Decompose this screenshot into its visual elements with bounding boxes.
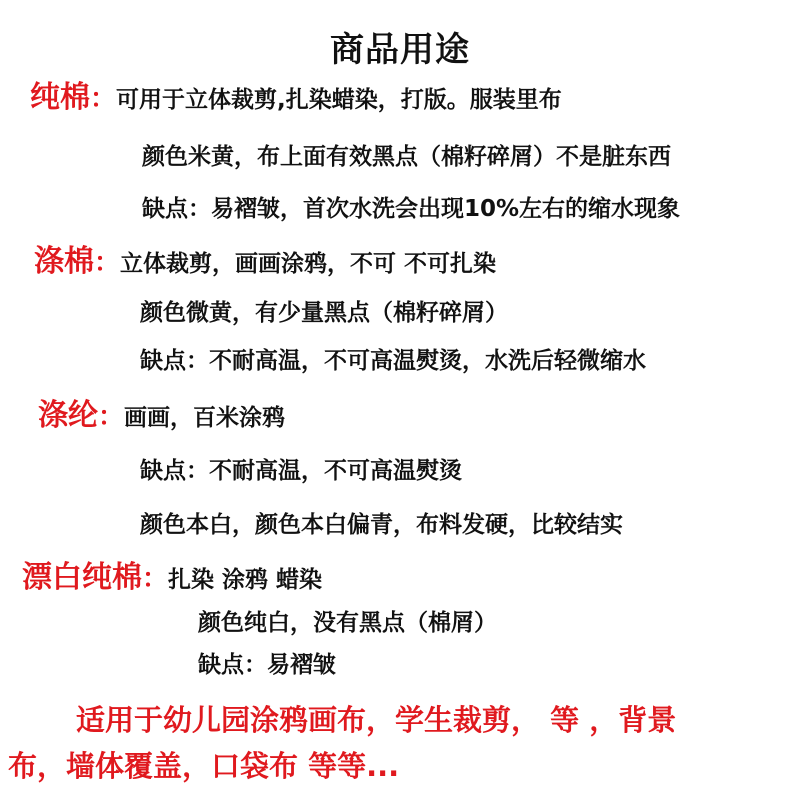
section-bleached-cotton-row-2 — [198, 606, 497, 639]
section-polycotton-row-1 — [34, 246, 496, 280]
section-polyester-line-3: 颜色本白，颜色本白偏青，布料发硬，比较结实 — [140, 512, 623, 538]
page-title: 商品用途 — [330, 30, 470, 70]
section-bleached-cotton-line-2: 颜色纯白，没有黑点（棉屑） — [198, 610, 497, 636]
section-polyester-row-2 — [140, 454, 462, 487]
section-polycotton-row-2 — [140, 296, 508, 329]
section-polycotton-row-3 — [140, 344, 646, 377]
section-polycotton-line-1: 立体裁剪，画画涂鸦，不可 不可扎染 — [120, 251, 497, 277]
section-polyester-row-3 — [140, 508, 623, 541]
section-bleached-cotton-row-1 — [22, 562, 322, 596]
section-cotton-row-1 — [30, 82, 562, 116]
section-polyester-heading: 涤纶 — [38, 398, 98, 433]
section-polyester-line-2: 缺点：不耐高温，不可高温熨烫 — [140, 458, 462, 484]
section-bleached-cotton-heading: 漂白纯棉 — [22, 560, 142, 595]
section-polyester-line-1: 画画，百米涂鸦 — [124, 405, 286, 431]
section-polycotton-heading: 涤棉 — [34, 244, 94, 279]
footer-line-1: 适用于幼儿园涂鸦画布，学生裁剪， 等 ，背景 — [76, 703, 677, 737]
section-polycotton-line-2: 颜色微黄，有少量黑点（棉籽碎屑） — [140, 300, 508, 326]
section-polycotton-colon: ： — [94, 248, 121, 278]
section-cotton-line-1: 可用于立体裁剪,扎染蜡染，打版。服装里布 — [116, 87, 562, 113]
section-cotton-colon: ： — [90, 84, 117, 114]
section-bleached-cotton-row-3 — [198, 648, 336, 681]
section-cotton-line-3: 缺点：易褶皱，首次水洗会出现10%左右的缩水现象 — [142, 196, 681, 222]
footer-line-2: 布，墙体覆盖，口袋布 等等... — [8, 749, 400, 783]
section-cotton-line-2: 颜色米黄，布上面有效黑点（棉籽碎屑）不是脏东西 — [142, 144, 671, 170]
section-cotton-heading: 纯棉 — [30, 80, 90, 115]
section-polyester-row-1 — [38, 400, 285, 434]
section-bleached-cotton-line-3: 缺点：易褶皱 — [198, 652, 336, 678]
section-cotton-row-3 — [142, 192, 680, 225]
section-bleached-cotton-colon: ： — [142, 564, 169, 594]
section-polycotton-line-3: 缺点：不耐高温，不可高温熨烫，水洗后轻微缩水 — [140, 348, 646, 374]
section-cotton-row-2 — [142, 140, 671, 173]
section-bleached-cotton-line-1: 扎染 涂鸦 蜡染 — [168, 567, 323, 593]
section-polyester-colon: ： — [98, 402, 125, 432]
